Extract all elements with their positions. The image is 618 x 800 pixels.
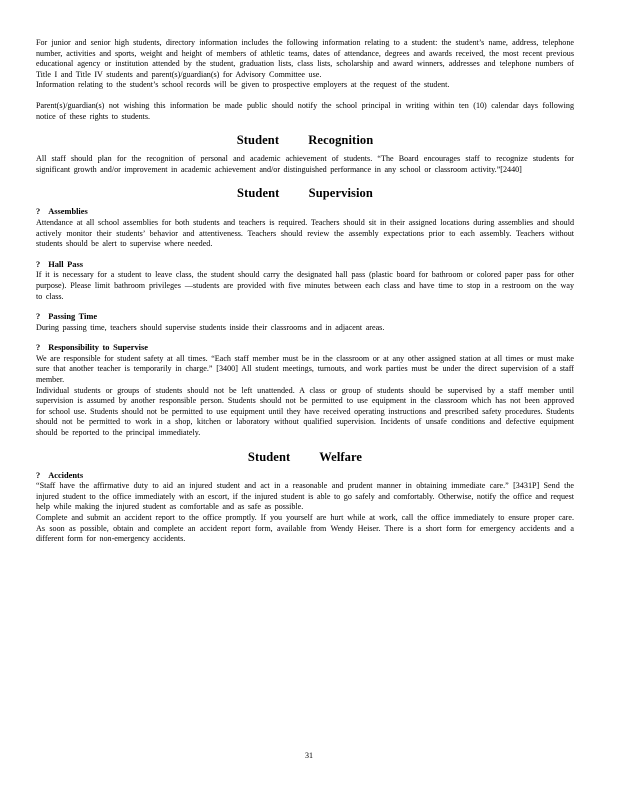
accidents-paragraph-1: “Staff have the affirmative duty to aid an injured student and act in a reasonable and prudent manner in obtaining immediate care.” [3431P] Send the injured student to the office immediately with an escort, if the injured student is able to go safely and comfortably. Otherwise, notify the office and request help while making the injured student as comfortable and as safe as possible.	[36, 481, 574, 512]
spacer	[36, 333, 574, 343]
hall-pass-heading	[36, 260, 574, 271]
accidents-title: Accidents	[48, 470, 84, 480]
spacer	[36, 91, 574, 101]
hall-pass-paragraph: If it is necessary for a student to leave class, the student should carry the designated hall pass (plastic board for bathroom or colored paper pass for other purpose). Please limit bathroom privileges —students are provided with five minutes between each class and have time to stop in a restroom on the way to class.	[36, 270, 574, 301]
spacer	[36, 302, 574, 312]
opt-out-paragraph: Parent(s)/guardian(s) not wishing this information be made public should notify the school principal in writing within ten (10) calendar days following notice of these rights to students.	[36, 100, 574, 121]
passing-time-paragraph: During passing time, teachers should supervise students inside their classrooms and in adjacent areas.	[36, 322, 385, 332]
bullet-marker: ?	[36, 343, 41, 353]
assemblies-title: Assemblies	[48, 207, 88, 217]
passing-time-title: Passing Time	[48, 312, 98, 322]
bullet-marker: ?	[36, 207, 41, 217]
responsibility-paragraph-2: Individual students or groups of students should not be left unattended. A class or group of students should be supervised by a staff member until supervision is assumed by another responsible person. Students should not be permitted to use equipment in the classroom which has not been approved for school use. Students should not be permitted to use equipment until they have received operating instructions and prescribed safety procedures. Students should not be permitted to work in a shop, kitchen or laboratory without qualified supervision. Incidents of unsafe conditions and defective equipment should be reported to the principal immediately.	[36, 385, 574, 438]
passing-time-heading	[36, 312, 574, 323]
recognition-paragraph: All staff should plan for the recognition of personal and academic achievement of students. “The Board encourages staff to recognize students for significant growth and/or improvement in academic achievement and/or distinguished performance in any school or classroom activity.”[2440]	[36, 154, 574, 174]
student-recognition-heading: Student Recognition	[236, 133, 374, 148]
student-supervision-heading: Student Supervision	[237, 186, 373, 201]
spacer	[36, 250, 574, 260]
page-content	[36, 38, 574, 545]
records-paragraph: Information relating to the student’s school records will be given to prospective employers at the request of the student.	[36, 80, 450, 90]
accidents-heading	[36, 471, 574, 482]
bullet-marker: ?	[36, 470, 41, 480]
page-number: 31	[305, 751, 313, 760]
assemblies-heading	[36, 207, 574, 218]
student-welfare-heading: Student Welfare	[247, 449, 363, 464]
assemblies-paragraph: Attendance at all school assemblies for both students and teachers is required. Teachers should sit in their assigned locations during assemblies and should actively monitor their students’ behavior and attentiveness. Teachers should review the assembly expectations prior to each assembly. Teachers without students should be alert to supervise where needed.	[36, 217, 574, 249]
accidents-paragraph-2: Complete and submit an accident report to the office promptly. If you yourself are hurt while at work, call the office immediately to ensure proper care. As soon as possible, obtain and complete an accident report form, available from Wendy Heiser. There is a short form for emergency accidents and a different form for non-emergency accidents.	[36, 513, 574, 544]
directory-info-paragraph: For junior and senior high students, directory information includes the following information relating to a student: the student’s name, address, telephone number, activities and sports, weight and height of members of athletic teams, dates of attendance, degrees and awards received, the most recent previous educational agency or institution attended by the student, graduation lists, class lists, scholarship and award winners, addresses and telephone numbers of Title I and Title IV students and parent(s)/guardian(s) for Advisory Committee use.	[36, 38, 574, 79]
responsibility-heading	[36, 343, 574, 354]
responsibility-title: Responsibility to Supervise	[48, 343, 148, 353]
responsibility-paragraph-1: We are responsible for student safety at all times. “Each staff member must be in the classroom or at any other assigned station at all times or must make sure that another teacher is temporarily in charge.” [3400] All student meetings, turnouts, and work parties must be under the direct supervision of a staff member.	[36, 353, 574, 385]
bullet-marker: ?	[36, 259, 41, 269]
bullet-marker: ?	[36, 312, 41, 322]
hall-pass-title: Hall Pass	[48, 259, 83, 269]
